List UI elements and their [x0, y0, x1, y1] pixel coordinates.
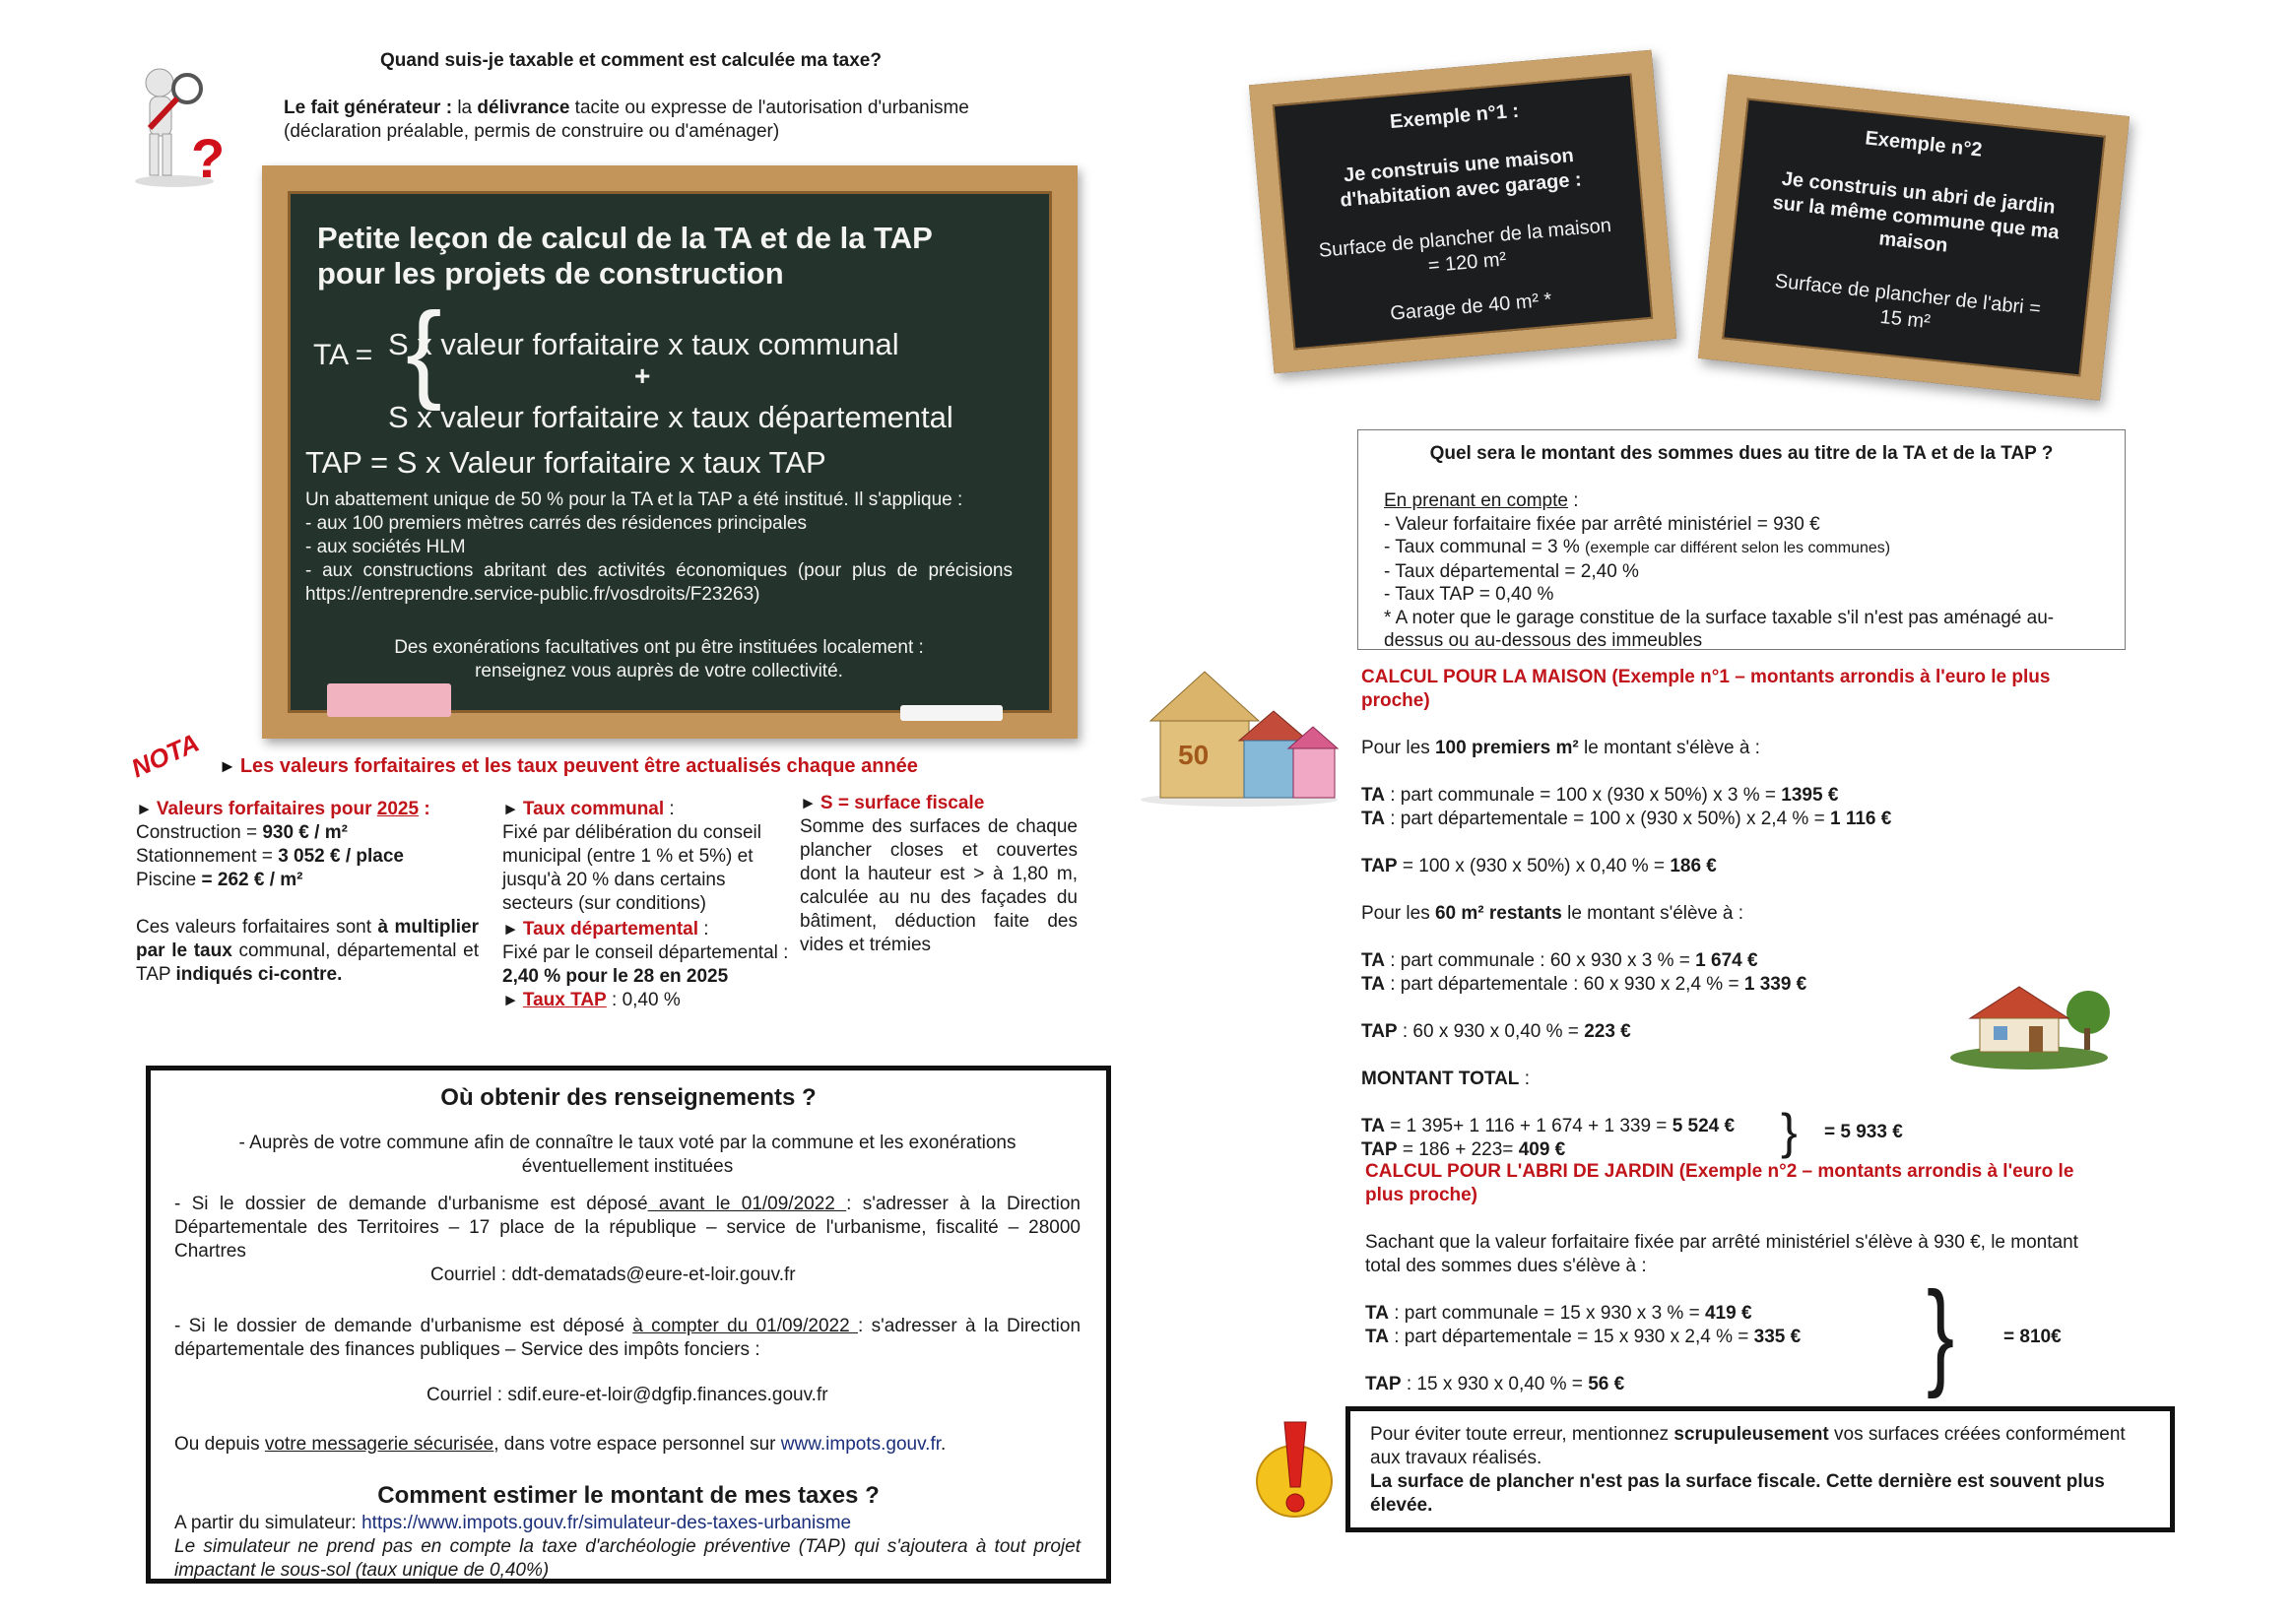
- col-valeurs-forfaitaires: ► Valeurs forfaitaires pour 2025 : Construction = 930 € / m² Stationnement = 3 052 € / place Piscine = 262 € / m² Ces valeurs forfaitaires sont à multiplier par le taux communal, départemental et TAP indiqués ci-contre.: [136, 799, 479, 985]
- info-mail-sdif[interactable]: Courriel : sdif.eure-et-loir@dgfip.finances.gouv.fr: [426, 1385, 828, 1405]
- question-list: En prenant en compte : - Valeur forfaitaire fixée par arrêté ministériel = 930 € - Taux communal = 3 % (exemple car différent selon les communes) - Taux départemental = 2,40 % - Taux TAP = 0,40 % * A noter que le garage constitue de la surface taxable s'il n'est pas aménagé au-dessus ou au-dessous des immeubles: [1384, 490, 2055, 651]
- fait-generateur: Le fait générateur : la délivrance tacite ou expresse de l'autorisation d'urbanisme (déclaration préalable, permis de construire ou d'aménager): [284, 97, 969, 142]
- board-ta-label: TA =: [313, 339, 373, 371]
- simulateur-link[interactable]: https://www.impots.gouv.fr/simulateur-des-taxes-urbanisme: [361, 1513, 852, 1533]
- board-abattement: Un abattement unique de 50 % pour la TA et la TAP a été institué. Il s'applique : - aux 100 premiers mètres carrés des résidences principales - aux sociétés HLM - aux constructions abritant des activités économiques (pour plus de précisions https://entreprendre.service-public.fr/vosdroits/F23263): [305, 489, 1013, 605]
- ex1-line2: Surface de plancher de la maison = 120 m²: [1317, 214, 1612, 278]
- ex1-title: Exemple n°1 :: [1389, 99, 1520, 134]
- board-eraser: [327, 683, 451, 717]
- nota-headline: ► Les valeurs forfaitaires et les taux peuvent être actualisés chaque année: [219, 755, 918, 777]
- calc-abri-body: Sachant que la valeur forfaitaire fixée par arrêté ministériel s'élève à 930 €, le montant total des sommes dues s'élève à : TA : part communale = 15 x 930 x 3 % = 419 € TA : part départementale = 15 x 930 x 2,4 % = 335 € TAP : 15 x 930 x 0,40 % = 56 €: [1365, 1232, 2078, 1394]
- warning-box: [1345, 1406, 2175, 1532]
- ex2-line1: Je construis un abri de jardin sur la même commune que ma maison: [1771, 167, 2061, 257]
- header-question: Quand suis-je taxable et comment est calculée ma taxe?: [380, 50, 882, 71]
- info-sim-note: Le simulateur ne prend pas en compte la taxe d'archéologie préventive (TAP) qui s'ajoutera à tout projet impactant le sous-sol (taux unique de 0,40%): [174, 1536, 1081, 1581]
- question-title: Quel sera le montant des sommes dues au titre de la TA et de la TAP ?: [1429, 443, 2054, 464]
- ex2-line2: Surface de plancher de l'abri = 15 m²: [1773, 270, 2042, 334]
- money-houses-image: [1131, 662, 1347, 808]
- impots-link[interactable]: www.impots.gouv.fr: [780, 1434, 942, 1455]
- nota-stamp: NOTA: [126, 727, 204, 784]
- board-ta-line2: S x valeur forfaitaire x taux départemental: [388, 400, 953, 434]
- exclamation-icon: [1255, 1418, 1340, 1524]
- example2-board: [1698, 74, 2130, 400]
- small-house-image: [1940, 973, 2118, 1071]
- col-surface-fiscale: ► S = surface fiscale Somme des surfaces de chaque plancher closes et couvertes dont la hauteur est > à 1,80 m, calculée au nu des façades du bâtiment, déduction faite des vides et trémies: [800, 793, 1078, 955]
- calc-maison-body: Pour les 100 premiers m² le montant s'élève à : TA : part communale = 100 x (930 x 50%) x 3 % = 1395 € TA : part départementale = 100 x (930 x 50%) x 2,4 % = 1 116 € TAP = 100 x (930 x 50%) x 0,40 % = 186 € Pour les 60 m² restants le montant s'élève à : TA : part communale : 60 x 930 x 3 % = 1 674 € TA : part départementale : 60 x 930 x 2,4 % = 1 339 € TAP : 60 x 930 x 0,40 % = 223 € MONTANT TOTAL : TA = 1 395+ 1 116 + 1 674 + 1 339 = 5 524 € TAP = 186 + 223= 409 €: [1361, 738, 1892, 1160]
- board-ta-line1: S x valeur forfaitaire x taux communal: [388, 327, 899, 361]
- example1-board: [1249, 50, 1676, 374]
- board-tap-line: TAP = S x Valeur forfaitaire x taux TAP: [305, 445, 826, 480]
- abri-total-brace: }: [1927, 1267, 1955, 1399]
- board-chalk-stick: [900, 705, 1003, 721]
- main-chalkboard: [262, 165, 1078, 739]
- board-ta-plus: +: [634, 360, 651, 391]
- col-taux: ► Taux communal : Fixé par délibération du conseil municipal (entre 1 % et 5%) et jusqu'à 20 % dans certains secteurs (sur conditions) ► Taux départemental : Fixé par le conseil départemental : 2,40 % pour le 28 en 2025 ► Taux TAP : 0,40 %: [502, 799, 789, 1010]
- calc-maison-title: CALCUL POUR LA MAISON (Exemple n°1 – montants arrondis à l'euro le plus proche): [1361, 667, 2051, 711]
- info-p2: - Si le dossier de demande d'urbanisme est déposé avant le 01/09/2022 : s'adresser à la Direction Départementale des Territoires – 17 place de la république – service de l'urbanisme, fiscalité – 28000 Chartres: [174, 1194, 1081, 1262]
- info-box: [146, 1066, 1111, 1584]
- svg-text:50: 50: [1178, 740, 1210, 770]
- warning-text: Pour éviter toute erreur, mentionnez scrupuleusement vos surfaces créées conformément aux travaux réalisés. La surface de plancher n'est pas la surface fiscale. Cette dernière est souvent plus élevée.: [1370, 1424, 2126, 1516]
- info-title: Où obtenir des renseignements ?: [440, 1084, 817, 1111]
- info-title2: Comment estimer le montant de mes taxes ?: [377, 1482, 880, 1509]
- ex1-line3: Garage de 40 m² *: [1389, 289, 1553, 325]
- info-simulateur: A partir du simulateur: https://www.impots.gouv.fr/simulateur-des-taxes-urbanisme: [174, 1513, 852, 1533]
- info-p4: Ou depuis votre messagerie sécurisée, dans votre espace personnel sur www.impots.gouv.fr.: [174, 1434, 947, 1455]
- question-box: [1357, 429, 2126, 650]
- board-brace: {: [406, 291, 442, 412]
- abri-total-sum: = 810€: [2003, 1327, 2062, 1347]
- maison-total-brace: }: [1781, 1104, 1798, 1159]
- board-exonerations: Des exonérations facultatives ont pu être instituées localement : renseignez vous auprès de votre collectivité.: [394, 637, 924, 681]
- svg-text:?: ?: [191, 127, 226, 189]
- calc-abri-title: CALCUL POUR L'ABRI DE JARDIN (Exemple n°2 – montants arrondis à l'euro le plus proche): [1365, 1161, 2074, 1205]
- ex2-title: Exemple n°2: [1864, 127, 1984, 162]
- maison-total-sum: = 5 933 €: [1824, 1122, 1903, 1142]
- board-title: Petite leçon de calcul de la TA et de la TAP pour les projets de construction: [317, 221, 933, 291]
- info-mail-ddt[interactable]: Courriel : ddt-dematads@eure-et-loir.gouv.fr: [430, 1264, 796, 1285]
- thinker-question-icon: [120, 61, 229, 189]
- info-p1: - Auprès de votre commune afin de connaître le taux voté par la commune et les exonérations éventuellement instituées: [238, 1133, 1017, 1177]
- ex1-line1: Je construis une maison d'habitation avec garage :: [1339, 145, 1583, 212]
- info-p3: - Si le dossier de demande d'urbanisme est déposé à compter du 01/09/2022 : s'adresser à la Direction départementale des finances publiques – Service des impôts fonciers :: [174, 1316, 1082, 1360]
